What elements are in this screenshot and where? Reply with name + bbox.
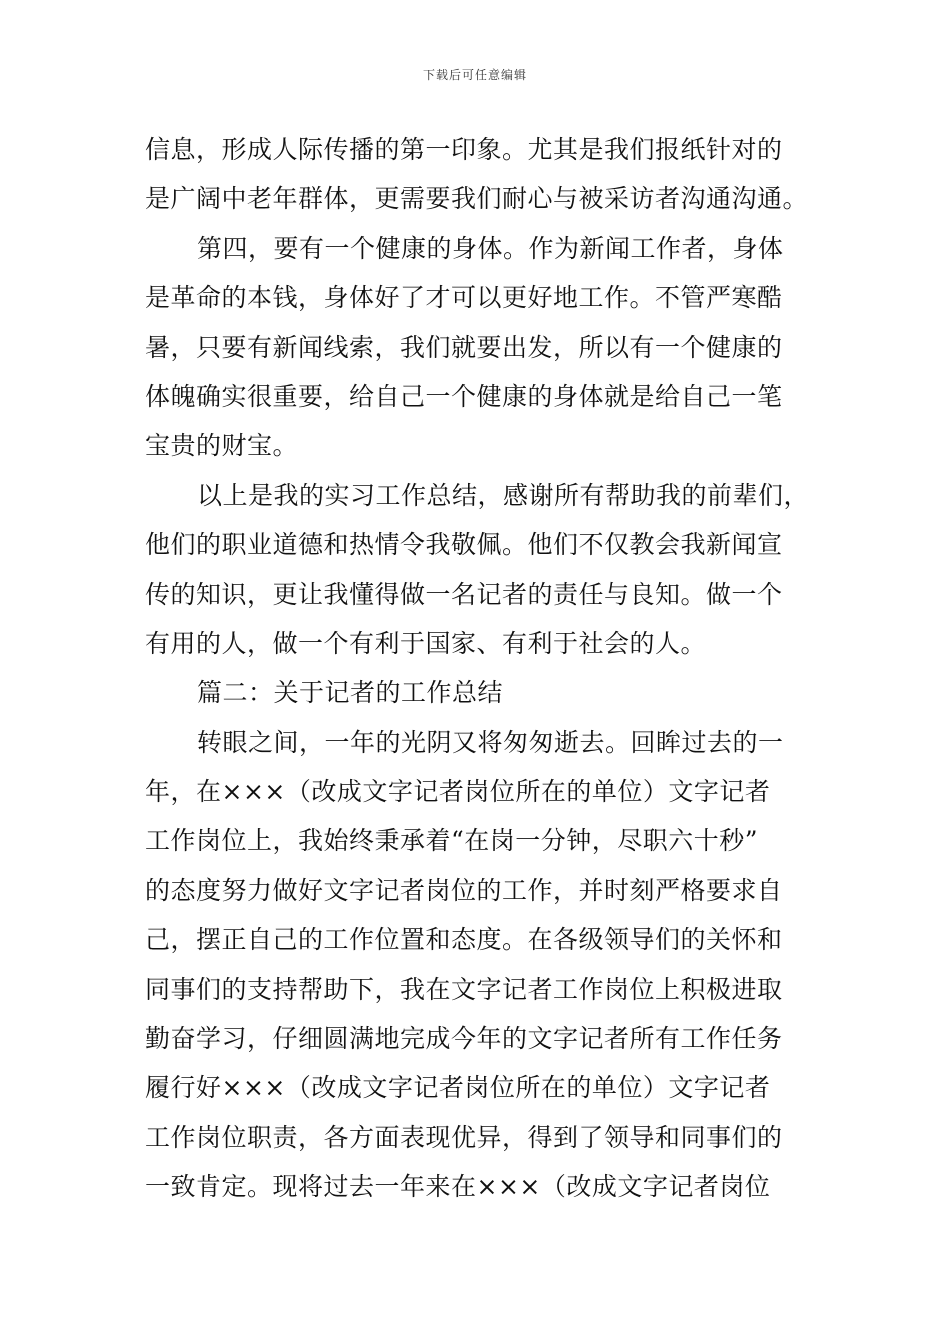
page-header: 下载后可任意编辑 [422,68,527,82]
text-line: 己，摆正自己的工作位置和态度。在各级领导们的关怀和 [145,925,783,955]
text-line: 有用的人，做一个有利于国家、有利于社会的人。 [145,628,707,658]
text-line: 一致肯定。现将过去一年来在×××（改成文字记者岗位 [145,1172,771,1202]
text-line: 同事们的支持帮助下，我在文字记者工作岗位上积极进取 [145,974,783,1004]
paragraph-start-line: 转眼之间，一年的光阴又将匆匆逝去。回眸过去的一 [197,727,784,757]
text-line: 年，在×××（改成文字记者岗位所在的单位）文字记者 [145,777,771,807]
text-line: 体魄确实很重要，给自己一个健康的身体就是给自己一笔 [145,381,783,411]
text-line: 他们的职业道德和热情令我敬佩。他们不仅教会我新闻宣 [145,530,783,560]
text-line: 勤奋学习，仔细圆满地完成今年的文字记者所有工作任务 [145,1024,783,1054]
body-text [145,125,815,1212]
text-line: 传的知识，更让我懂得做一名记者的责任与良知。做一个 [145,579,783,609]
text-line: 工作岗位职责，各方面表现优异，得到了领导和同事们的 [145,1122,783,1152]
text-line: 是广阔中老年群体，更需要我们耐心与被采访者沟通沟通。 [145,184,809,214]
paragraph-start-line: 第四，要有一个健康的身体。作为新闻工作者，身体 [197,233,784,263]
text-line: 是革命的本钱，身体好了才可以更好地工作。不管严寒酷 [145,283,783,313]
text-line: 暑，只要有新闻线索，我们就要出发，所以有一个健康的 [145,332,783,362]
text-line: 工作岗位上，我始终秉承着“在岗一分钟，尽职六十秒” [145,826,759,856]
section-heading: 篇二：关于记者的工作总结 [197,678,504,708]
text-line: 信息，形成人际传播的第一印象。尤其是我们报纸针对的 [145,135,783,164]
text-line: 宝贵的财宝。 [145,431,299,461]
paragraph-start-line: 以上是我的实习工作总结，感谢所有帮助我的前辈们， [197,480,810,510]
text-line: 履行好×××（改成文字记者岗位所在的单位）文字记者 [145,1073,771,1103]
text-line: 的态度努力做好文字记者岗位的工作，并时刻严格要求自 [145,875,783,905]
